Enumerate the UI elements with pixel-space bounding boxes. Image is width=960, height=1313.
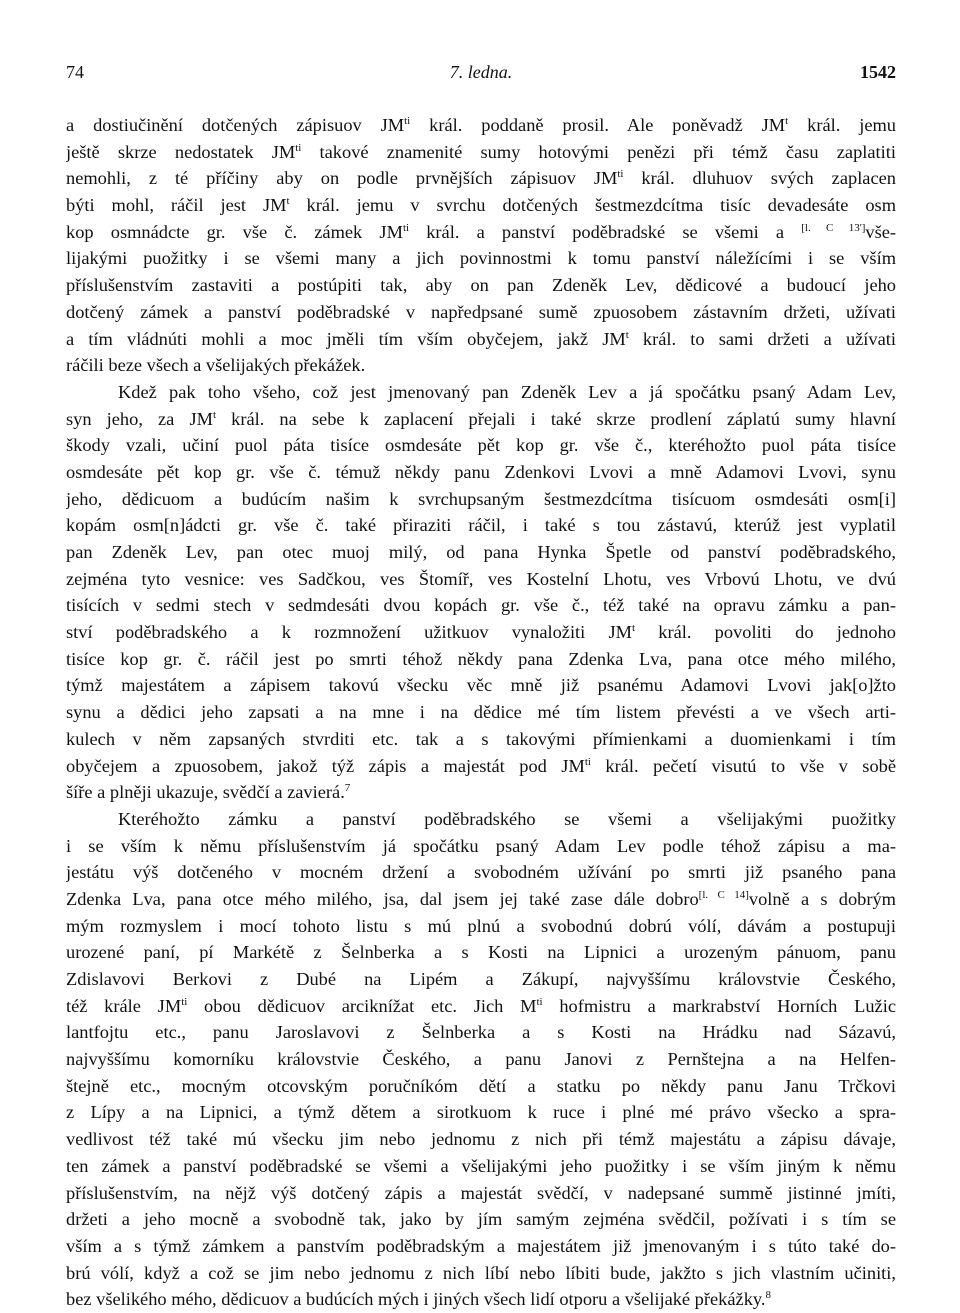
text-line bbox=[66, 192, 896, 219]
line-text: z Lípy a na Lipnici, a týmž dětem a sirotkuom k ruce i plné mé právo všecko a spra- bbox=[66, 1102, 896, 1123]
text-line bbox=[66, 1286, 896, 1313]
line-text: ráčili beze všech a všelijakých překážek. bbox=[66, 355, 366, 376]
line-text: král. a panství poděbradské se všemi a bbox=[409, 221, 802, 242]
text-line bbox=[66, 406, 896, 433]
line-text: Kteréhožto zámku a panství poděbradského se všemi a všelijakými puožitky bbox=[118, 808, 896, 829]
text-line bbox=[66, 566, 896, 593]
page-header bbox=[66, 62, 896, 88]
line-text: škody vzali, učiní puol páta tisíce osmdesáte pět kop gr. vše č., kteréhožto puol páta tisíce bbox=[66, 435, 896, 456]
text-line bbox=[66, 379, 896, 406]
line-text: ství poděbradského a k rozmnožení užitkuov vynaložiti JM bbox=[66, 622, 632, 643]
line-text: Zdenka Lva, pana otce mého milého, jsa, dal jsem jej také zase dále dobro bbox=[66, 888, 699, 909]
text-line bbox=[66, 753, 896, 780]
line-text: bez všelikého mého, dědicuov a budúcích mých i jiných všech lidí otporu a všelijaké překážky. bbox=[66, 1289, 766, 1310]
text-line bbox=[66, 1126, 896, 1153]
text-line bbox=[66, 299, 896, 326]
line-text: i se vším k němu příslušenstvím já spočátku psaný Adam Lev podle téhož zápisu a ma- bbox=[66, 835, 896, 856]
line-text: býti mohl, ráčil jest JM bbox=[66, 195, 287, 216]
line-text: mým rozmyslem i mocí tohoto listu s mú plnú a svobodnú dobrú vólí, dávám a postupuji bbox=[66, 915, 896, 936]
line-text: synu a dědici jeho zapsati a na mne i na dědice mé tím listem převésti a ve všech arti- bbox=[66, 702, 896, 723]
line-text: král. na sebe k zaplacení přejali i také skrze prodlení záplatú sumy hlavní bbox=[216, 408, 896, 429]
text-line bbox=[66, 245, 896, 272]
superscript: ti bbox=[404, 115, 411, 127]
line-text: kopám osm[n]ádcti gr. vše č. také přiraziti ráčil, i také s tou zástavú, kterúž jest vyplatil bbox=[66, 515, 896, 536]
text-line bbox=[66, 165, 896, 192]
line-text: jeho, dědicuom a budúcím našim k svrchupsaným šestmezdcítma tisícuom osmdesáti osm[i] bbox=[66, 488, 896, 509]
text-line bbox=[66, 592, 896, 619]
line-text: šíře a plněji ukazuje, svědčí a zavierá. bbox=[66, 782, 345, 803]
text-line bbox=[66, 726, 896, 753]
line-text: tisících v sedmi stech v sedmdesáti dvou kopách gr. vše č., též také na opravu zámku a pan- bbox=[66, 595, 896, 616]
line-text: tisíce kop gr. č. ráčil jest po smrti téhož někdy pana Zdenka Lva, pana otce mého milého, bbox=[66, 648, 896, 669]
line-text: král. to sami držeti a užívati bbox=[628, 328, 896, 349]
text-line bbox=[66, 939, 896, 966]
line-text: král. jemu v svrchu dotčených šestmezdcítma tisíc devadesáte osm bbox=[289, 195, 896, 216]
line-text: příslušenstvím, na nějž výš dotčený zápis a majestát svědčí, v nadepsané summě jistinné jmíti, bbox=[66, 1182, 896, 1203]
line-text: kulech v něm zapsaných stvrditi etc. tak a s takovými přímienkami a duomienkami i tím bbox=[66, 728, 896, 749]
line-text: lantfojtu etc., panu Jaroslavovi z Šelnberka a s Kosti na Hrádku nad Sázavú, bbox=[66, 1022, 896, 1043]
line-text: urozené paní, pí Markétě z Šelnberka a s Kosti na Lipnici a urozeným pánuom, panu bbox=[66, 942, 896, 963]
line-text: vedlivost též také mú všecku jim nebo jednomu z nich při témž majestátu a zápisu dávaje, bbox=[66, 1129, 896, 1150]
text-line bbox=[66, 459, 896, 486]
superscript: ti bbox=[584, 755, 591, 768]
text-line bbox=[66, 486, 896, 513]
superscript: ti bbox=[536, 995, 543, 1008]
superscript: t bbox=[286, 195, 290, 208]
superscript: t bbox=[632, 622, 636, 635]
text-line bbox=[66, 432, 896, 459]
line-text: vším a s týmž zámkem a panstvím poděbradským a majestátem již jmenovaným i s túto také do- bbox=[66, 1235, 896, 1256]
line-text: obou dědicuov arciknížat etc. Jich M bbox=[187, 995, 537, 1016]
text-line bbox=[66, 539, 896, 566]
text-line bbox=[66, 1073, 896, 1100]
text-line bbox=[66, 806, 896, 833]
text-line bbox=[66, 1180, 896, 1207]
text-line bbox=[66, 993, 896, 1020]
line-text: král. pečetí visutú to vše v sobě bbox=[590, 755, 896, 776]
text-line bbox=[66, 913, 896, 940]
document-body bbox=[66, 112, 896, 1313]
line-text: zejména tyto vesnice: ves Sadčkou, ves Štomíř, ves Kostelní Lhotu, ves Vrbovú Lhotu, ve dvú bbox=[66, 568, 896, 589]
text-line bbox=[66, 646, 896, 673]
superscript: t bbox=[212, 408, 217, 421]
line-text: štejně etc., mocným otcovským poručníkóm dětí a statku po někdy panu Janu Trčkovi bbox=[66, 1075, 896, 1096]
text-line bbox=[66, 833, 896, 860]
page-year: 1542 bbox=[860, 62, 896, 82]
text-line bbox=[66, 139, 896, 166]
text-line bbox=[66, 966, 896, 993]
line-text: obyčejem a zpuosobem, jakož týž zápis a majestát pod JM bbox=[66, 755, 585, 776]
line-text: volně a s dobrým bbox=[748, 888, 896, 909]
line-text: kop osmnádcte gr. vše č. zámek JM bbox=[66, 221, 403, 242]
text-line bbox=[66, 1153, 896, 1180]
text-line bbox=[66, 352, 896, 379]
superscript: t bbox=[785, 115, 789, 127]
line-text: syn jeho, za JM bbox=[66, 408, 213, 429]
text-line bbox=[66, 219, 896, 246]
superscript: 7 bbox=[344, 782, 351, 795]
superscript: ti bbox=[295, 141, 302, 154]
text-line bbox=[66, 1099, 896, 1126]
line-text: král. jemu bbox=[788, 115, 896, 135]
line-text: král. povoliti do jednoho bbox=[635, 622, 896, 643]
superscript: ti bbox=[402, 221, 410, 234]
line-text: a dostiučinění dotčených zápisuov JM bbox=[66, 115, 405, 135]
text-line bbox=[66, 779, 896, 806]
superscript: [l. C 13'] bbox=[801, 221, 866, 234]
line-text: král. poddaně prosil. Ale poněvadž JM bbox=[410, 115, 786, 135]
line-text: Zdislavovi Berkovi z Dubé na Lipém a Zákupí, najvyššímu královstvie Českého, bbox=[66, 969, 896, 989]
text-line bbox=[66, 326, 896, 353]
running-title-date: 7. ledna. bbox=[449, 62, 513, 82]
line-text: Kdež pak toho všeho, což jest jmenovaný pan Zdeněk Lev a já spočátku psaný Adam Lev, bbox=[118, 381, 896, 402]
superscript: 8 bbox=[765, 1289, 771, 1302]
text-line bbox=[66, 112, 896, 139]
superscript: ti bbox=[181, 995, 188, 1008]
line-text: ten zámek a panství poděbradské se všemi a všelijakými jeho puožitky i se vším jiným k němu bbox=[66, 1155, 896, 1176]
text-line bbox=[66, 699, 896, 726]
line-text: jestátu výš dotčeného v mocném držení a svobodném užívání po smrti již psaného pana bbox=[66, 862, 896, 883]
text-line bbox=[66, 1233, 896, 1260]
line-text: brú vólí, když a což se jim nebo jednomu z nich líbí nebo líbiti bude, jakžto s jich vlastním učiniti, bbox=[66, 1262, 896, 1283]
text-line bbox=[66, 1046, 896, 1073]
superscript: t bbox=[625, 328, 629, 341]
text-line bbox=[66, 1019, 896, 1046]
text-line bbox=[66, 672, 896, 699]
superscript: [l. C 14] bbox=[698, 888, 749, 901]
line-text: a tím vládnúti mohli a moc jměli tím vším obyčejem, jakž JM bbox=[66, 328, 626, 349]
superscript: ti bbox=[617, 168, 624, 181]
line-text: též králе JM bbox=[66, 995, 182, 1016]
line-text: nemohli, z té příčiny aby on podle prvnějších zápisuov JM bbox=[66, 168, 618, 189]
text-line bbox=[66, 512, 896, 539]
text-line bbox=[66, 886, 896, 913]
line-text: král. dluhuov svých zaplacen bbox=[623, 168, 896, 189]
line-text: najvyššímu komorníku královstvie Českého, a panu Janovi z Pernštejna a na Helfen- bbox=[66, 1049, 896, 1070]
text-line bbox=[66, 619, 896, 646]
line-text: příslušenstvím zastaviti a postúpiti tak, aby on pan Zdeněk Lev, dědicové a budoucí jeho bbox=[66, 275, 896, 296]
text-line bbox=[66, 859, 896, 886]
line-text: držeti a jeho mocně a svobodně tak, jako by jím samým zejména svědčil, požívati i s tím se bbox=[66, 1209, 896, 1230]
line-text: hofmistru a markrabství Horních Lužic bbox=[542, 995, 896, 1016]
line-text: vše- bbox=[865, 221, 896, 242]
line-text: pan Zdeněk Lev, pan otec muoj milý, od pana Hynka Špetle od panství poděbradského, bbox=[66, 542, 896, 562]
line-text: dotčený zámek a panství poděbradské v napředpsané sumě zpuosobem zástavním držeti, užívati bbox=[66, 301, 896, 322]
line-text: osmdesáte pět kop gr. vše č. témuž někdy panu Zdenkovi Lvovi a mně Adamovi Lvovi, synu bbox=[66, 461, 896, 482]
page-number: 74 bbox=[66, 62, 84, 82]
text-line bbox=[66, 1260, 896, 1287]
line-text: týmž majestátem a zápisem takovú všecku věc mně již psanému Adamovi Lvovi jak[o]žto bbox=[66, 675, 896, 696]
text-line bbox=[66, 272, 896, 299]
line-text: ještě skrze nedostatek JM bbox=[66, 141, 296, 162]
line-text: takové znamenité sumy hotovými penězi při témž času zaplatiti bbox=[301, 141, 896, 162]
text-line bbox=[66, 1206, 896, 1233]
line-text: lijakými puožitky i se všemi many a jich povinnostmi k tomu panství náležícími i se vším bbox=[66, 248, 896, 269]
